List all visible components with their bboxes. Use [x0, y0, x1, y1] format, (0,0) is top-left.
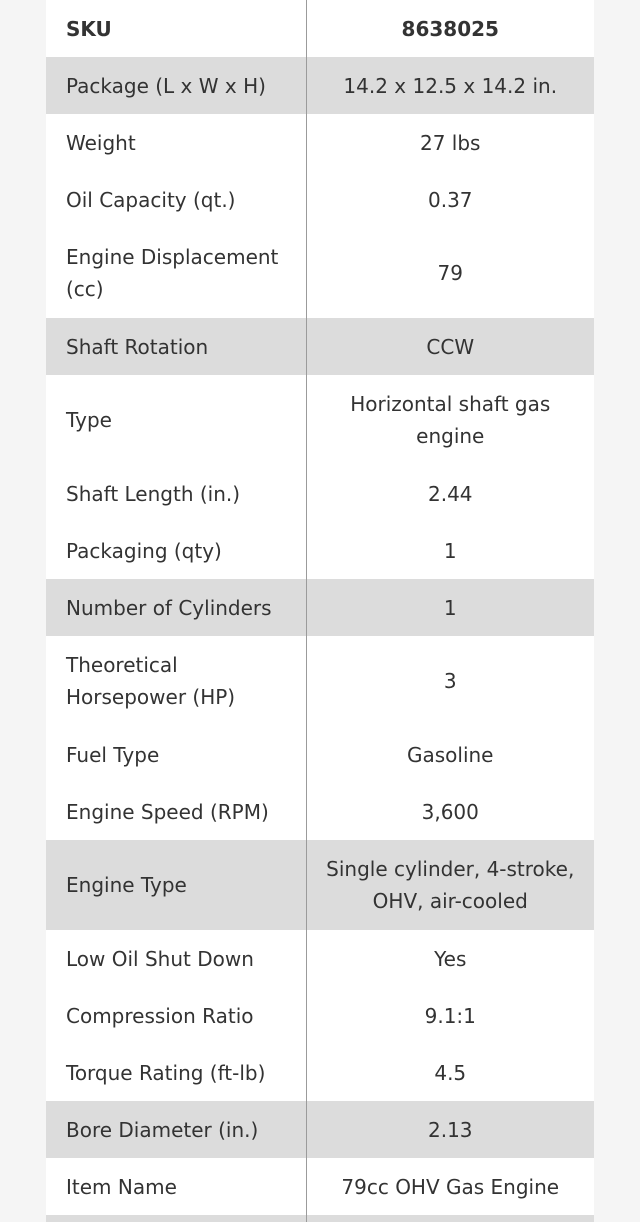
- spec-label: Engine Speed (RPM): [46, 783, 306, 840]
- spec-label: Bore Diameter (in.): [46, 1101, 306, 1158]
- spec-value: 1: [306, 522, 594, 579]
- spec-label: Packaging (qty): [46, 522, 306, 579]
- table-row: [46, 636, 594, 726]
- table-row: [46, 987, 594, 1044]
- table-row: [46, 318, 594, 375]
- spec-value: 14.2 x 12.5 x 14.2 in.: [306, 57, 594, 114]
- table-row: [46, 783, 594, 840]
- table-row: [46, 1101, 594, 1158]
- table-row: [46, 375, 594, 465]
- spec-value: 8638025: [306, 0, 594, 57]
- spec-label: Torque Rating (ft-lb): [46, 1044, 306, 1101]
- specifications-table: [46, 0, 594, 1222]
- spec-label: Compression Ratio: [46, 987, 306, 1044]
- specifications-panel: [46, 0, 594, 1222]
- spec-label: Shaft Rotation: [46, 318, 306, 375]
- spec-value: 9.1:1: [306, 987, 594, 1044]
- spec-label: Package (L x W x H): [46, 57, 306, 114]
- spec-value: 1: [306, 579, 594, 636]
- spec-value: 4.5: [306, 1044, 594, 1101]
- spec-value: 79cc OHV Gas Engine: [306, 1158, 594, 1215]
- spec-value: Single cylinder, 4-stroke, OHV, air-cooled: [306, 840, 594, 930]
- spec-label: Shaft Length (in.): [46, 465, 306, 522]
- table-row: [46, 726, 594, 783]
- table-row-partial: [46, 1215, 594, 1222]
- table-row: [46, 579, 594, 636]
- spec-label: Item Name: [46, 1158, 306, 1215]
- table-row: [46, 840, 594, 930]
- spec-value: Horizontal shaft gas engine: [306, 375, 594, 465]
- table-row-sku: [46, 0, 594, 57]
- spec-value-empty: [306, 1215, 594, 1222]
- spec-label: Engine Type: [46, 840, 306, 930]
- spec-value: Gasoline: [306, 726, 594, 783]
- table-row: [46, 171, 594, 228]
- spec-value: 2.13: [306, 1101, 594, 1158]
- spec-label-empty: [46, 1215, 306, 1222]
- spec-label: Low Oil Shut Down: [46, 930, 306, 987]
- spec-value: 2.44: [306, 465, 594, 522]
- table-row: [46, 57, 594, 114]
- spec-value: 79: [306, 228, 594, 318]
- spec-label: Weight: [46, 114, 306, 171]
- spec-value: 27 lbs: [306, 114, 594, 171]
- spec-label: Oil Capacity (qt.): [46, 171, 306, 228]
- table-row: [46, 1158, 594, 1215]
- table-row: [46, 114, 594, 171]
- table-row: [46, 465, 594, 522]
- table-row: [46, 930, 594, 987]
- spec-label: Engine Displacement (cc): [46, 228, 306, 318]
- spec-label: SKU: [46, 0, 306, 57]
- table-row: [46, 228, 594, 318]
- spec-label: Number of Cylinders: [46, 579, 306, 636]
- spec-value: Yes: [306, 930, 594, 987]
- table-row: [46, 1044, 594, 1101]
- spec-value: 0.37: [306, 171, 594, 228]
- spec-label: Fuel Type: [46, 726, 306, 783]
- spec-label: Type: [46, 375, 306, 465]
- spec-value: 3,600: [306, 783, 594, 840]
- spec-label: Theoretical Horsepower (HP): [46, 636, 306, 726]
- table-row: [46, 522, 594, 579]
- spec-value: 3: [306, 636, 594, 726]
- spec-value: CCW: [306, 318, 594, 375]
